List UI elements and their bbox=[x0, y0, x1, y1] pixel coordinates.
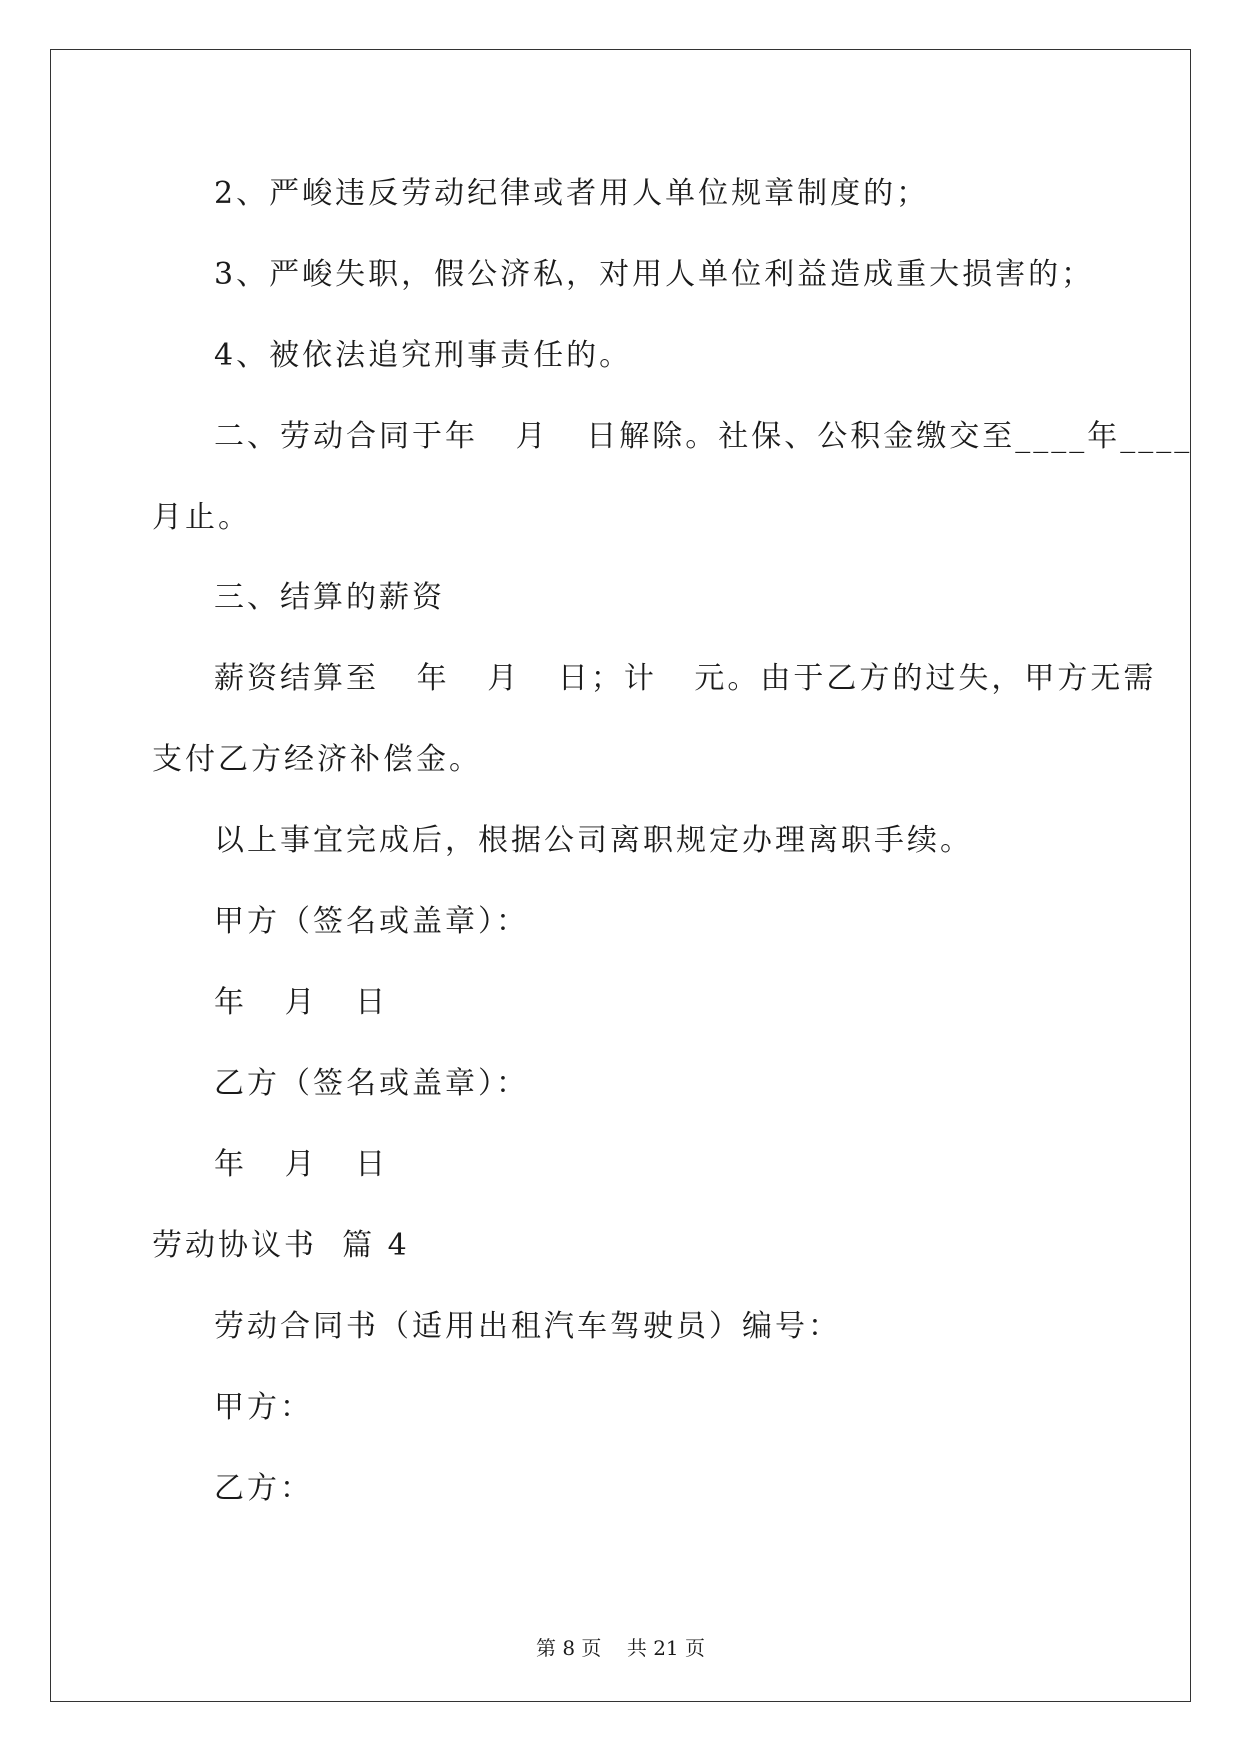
procedure-paragraph: 以上事宜完成后，根据公司离职规定办理离职手续。 bbox=[214, 823, 973, 858]
party-b-date: 年 月 日 bbox=[214, 1147, 389, 1182]
contract-title-line: 劳动合同书（适用出租汽车驾驶员）编号： bbox=[214, 1309, 841, 1344]
party-b-signature-label: 乙方（签名或盖章）： bbox=[214, 1066, 529, 1101]
party-a-date: 年 月 日 bbox=[214, 985, 389, 1020]
party-a-signature-label: 甲方（签名或盖章）： bbox=[214, 904, 529, 939]
article-heading: 劳动协议书 篇 4 bbox=[152, 1228, 410, 1263]
salary-line-1: 薪资结算至 年 月 日；计 元。由于乙方的过失，甲方无需 bbox=[214, 661, 1157, 696]
clause-4: 4、被依法追究刑事责任的。 bbox=[214, 338, 633, 373]
party-b-label: 乙方： bbox=[214, 1471, 313, 1506]
section-3-heading: 三、结算的薪资 bbox=[214, 580, 445, 615]
section-2-line-1: 二、劳动合同于年 月 日解除。社保、公积金缴交至____年____ bbox=[214, 419, 1193, 454]
party-a-label: 甲方： bbox=[214, 1390, 313, 1425]
salary-line-2: 支付乙方经济补偿金。 bbox=[152, 742, 482, 777]
clause-3: 3、严峻失职，假公济私，对用人单位利益造成重大损害的； bbox=[214, 257, 1095, 292]
page-border bbox=[50, 49, 1191, 1702]
clause-2: 2、严峻违反劳动纪律或者用人单位规章制度的； bbox=[214, 176, 930, 211]
section-2-line-2: 月止。 bbox=[152, 500, 251, 535]
page-number-footer: 第 8 页 共 21 页 bbox=[535, 1636, 706, 1660]
